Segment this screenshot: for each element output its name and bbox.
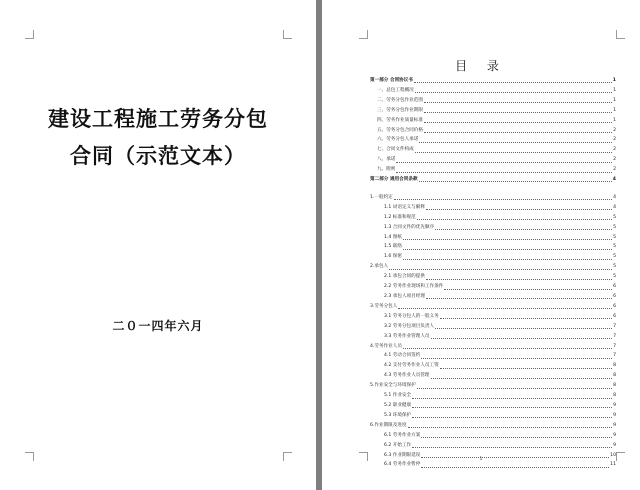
toc-entry-page: 4 xyxy=(612,177,616,183)
toc-entry-title: 3.2 劳务分包项目负责人 xyxy=(384,323,435,329)
toc-entry-page: 9 xyxy=(613,442,616,448)
toc-entry-title: 1.一般约定 xyxy=(370,194,393,200)
toc-entry-page: 1 xyxy=(613,97,616,103)
toc-entry-page: 6 xyxy=(613,284,616,290)
toc-entry-title: 4.3 劳务作业人员管理 xyxy=(384,373,430,379)
toc-entry-page: 5 xyxy=(613,274,616,280)
toc-leader-dots xyxy=(426,209,612,210)
toc-entry[interactable] xyxy=(370,431,616,441)
toc-leader-dots xyxy=(424,102,612,103)
crop-mark xyxy=(283,30,292,39)
toc-leader-dots xyxy=(426,279,612,280)
toc-entry-title: 1.6 保密 xyxy=(384,254,402,260)
toc-leader-dots xyxy=(435,229,612,230)
toc-leader-dots xyxy=(403,249,612,250)
toc-entry[interactable] xyxy=(370,213,616,223)
toc-entry[interactable] xyxy=(370,126,616,136)
toc-entry-title: 5.3 环境保护 xyxy=(384,412,412,418)
toc-entry[interactable] xyxy=(370,292,616,302)
toc-entry-title: 2.3 承包人项目经理 xyxy=(384,294,425,300)
toc-entry[interactable] xyxy=(370,302,616,312)
toc-part-entry[interactable] xyxy=(370,175,616,185)
toc-leader-dots xyxy=(419,142,612,143)
toc-entry-title: 2.承包人 xyxy=(370,264,389,270)
toc-entry-page: 8 xyxy=(613,393,616,399)
toc-leader-dots xyxy=(412,447,612,448)
toc-leader-dots xyxy=(403,348,612,349)
toc-entry[interactable] xyxy=(370,106,616,116)
toc-leader-dots xyxy=(403,239,612,240)
toc-entry-page: 9 xyxy=(613,422,616,428)
cover-date: 二０一四年六月 xyxy=(112,319,204,333)
toc-entry-title: 一、总包工程概况 xyxy=(377,87,414,93)
toc-entry[interactable] xyxy=(370,272,616,282)
toc-entry-title: 七、合同文件构成 xyxy=(377,147,414,153)
toc-entry-title: 6.4 劳务作业暂停 xyxy=(384,462,421,468)
crop-mark xyxy=(359,30,368,39)
toc-entry-title: 四、劳务作业质量标准 xyxy=(377,117,423,123)
toc-entry-title: 六、劳务分包人承诺 xyxy=(377,137,419,143)
toc-leader-dots xyxy=(408,427,613,428)
toc-entry[interactable] xyxy=(370,371,616,381)
toc-leader-dots xyxy=(424,112,612,113)
toc-entry[interactable] xyxy=(370,282,616,292)
toc-entry[interactable] xyxy=(370,401,616,411)
toc-entry[interactable] xyxy=(370,116,616,126)
toc-entry-title: 二、劳务分包作业范围 xyxy=(377,97,423,103)
toc-leader-dots xyxy=(398,308,612,309)
toc-spacer xyxy=(370,185,616,193)
toc-entry[interactable] xyxy=(370,203,616,213)
toc-leader-dots xyxy=(415,152,612,153)
toc-leader-dots xyxy=(440,368,612,369)
toc-leader-dots xyxy=(431,338,613,339)
toc-entry-page: 7 xyxy=(613,333,616,339)
toc-entry-page: 1 xyxy=(613,87,616,93)
page-number: 1 xyxy=(479,457,483,462)
toc-entry-page: 7 xyxy=(613,323,616,329)
toc-leader-dots xyxy=(440,318,612,319)
toc-entry[interactable] xyxy=(370,86,616,96)
toc-entry[interactable] xyxy=(370,421,616,431)
cover-title-line2: 合同（示范文本） xyxy=(70,143,246,168)
toc-leader-dots xyxy=(389,269,612,270)
toc-entry-title: 3.3 劳务作业管理人员 xyxy=(384,333,430,339)
toc-entry-page: 6 xyxy=(613,294,616,300)
toc-entry-page: 5 xyxy=(613,234,616,240)
toc-entry-page: 2 xyxy=(613,137,616,143)
toc-entry[interactable] xyxy=(370,155,616,165)
crop-mark xyxy=(283,452,292,461)
toc-entry-page: 9 xyxy=(613,402,616,408)
toc-entry-title: 1.2 标准和规范 xyxy=(384,214,416,220)
toc-entry[interactable] xyxy=(370,96,616,106)
toc-leader-dots xyxy=(435,328,612,329)
toc-entry-page: 5 xyxy=(613,244,616,250)
toc-leader-dots xyxy=(403,259,612,260)
toc-entry[interactable] xyxy=(370,322,616,332)
toc-entry-title: 4.劳务作业人员 xyxy=(370,343,402,349)
toc-entry[interactable] xyxy=(370,223,616,233)
crop-mark xyxy=(25,30,34,39)
toc-leader-dots xyxy=(421,467,609,468)
toc-entry[interactable] xyxy=(370,411,616,421)
toc-entry-page: 2 xyxy=(613,127,616,133)
toc-entry-page: 6 xyxy=(613,313,616,319)
toc-entry[interactable] xyxy=(370,193,616,203)
toc-leader-dots xyxy=(396,162,612,163)
toc-entry-title: 2.2 劳务作业现场和工作条件 xyxy=(384,284,444,290)
toc-entry-title: 1.3 合同文件的优先顺序 xyxy=(384,224,435,230)
crop-mark xyxy=(616,30,625,39)
toc-entry-page: 2 xyxy=(613,167,616,173)
toc-entry-title: 2.1 承包合同的提供 xyxy=(384,274,425,280)
toc-entry-title: 1.4 图纸 xyxy=(384,234,402,240)
toc-entry-page: 1 xyxy=(612,77,616,83)
toc-part-entry[interactable] xyxy=(370,76,616,86)
toc-entry-page: 5 xyxy=(613,214,616,220)
toc-entry[interactable] xyxy=(370,342,616,352)
toc-entry-title: 5.1 作业安全 xyxy=(384,393,412,399)
toc-entry-page: 10 xyxy=(610,452,616,458)
toc-entry[interactable] xyxy=(370,145,616,155)
toc-entry-title: 1.5 联络 xyxy=(384,244,402,250)
toc-entry-page: 1 xyxy=(613,107,616,113)
toc-entry[interactable] xyxy=(370,441,616,451)
toc-entry-title: 八、承诺 xyxy=(377,157,396,163)
toc-entry-title: 6.1 劳务作业方案 xyxy=(384,432,421,438)
toc-entry-page: 4 xyxy=(613,194,616,200)
toc-entry-title: 4.1 劳动合同签约 xyxy=(384,353,421,359)
toc-leader-dots xyxy=(394,199,612,200)
toc-page xyxy=(322,0,640,490)
toc-leader-dots xyxy=(396,172,612,173)
toc-entry-title: 3.劳务分包人 xyxy=(370,303,398,309)
toc-entry-title: 3.1 劳务分包人的一般义务 xyxy=(384,313,439,319)
toc-leader-dots xyxy=(417,219,612,220)
toc-leader-dots xyxy=(421,358,612,359)
toc-entry-page: 5 xyxy=(613,264,616,270)
toc-leader-dots xyxy=(412,398,612,399)
toc-entry-page: 4 xyxy=(613,204,616,210)
toc-entry-title: 五、劳务分包合同价格 xyxy=(377,127,423,133)
toc-entry-page: 11 xyxy=(610,462,616,468)
toc-entry-page: 7 xyxy=(613,343,616,349)
toc-entry[interactable] xyxy=(370,165,616,175)
toc-entry-title: 6.3 作业期限延误 xyxy=(384,452,421,458)
toc-entry-title: 6.2 开始工作 xyxy=(384,442,412,448)
toc-leader-dots xyxy=(415,92,612,93)
toc-entry[interactable] xyxy=(370,332,616,342)
toc-entry-page: 5 xyxy=(613,224,616,230)
toc-leader-dots xyxy=(426,298,612,299)
toc-list xyxy=(370,76,616,470)
toc-entry-page: 6 xyxy=(613,303,616,309)
toc-entry-page: 2 xyxy=(613,147,616,153)
toc-entry-page: 8 xyxy=(613,363,616,369)
toc-entry[interactable] xyxy=(370,135,616,145)
toc-entry[interactable] xyxy=(370,361,616,371)
toc-entry-title: 5.2 职业健康 xyxy=(384,402,412,408)
toc-leader-dots xyxy=(424,132,612,133)
cover-page xyxy=(0,0,316,490)
toc-leader-dots xyxy=(424,122,612,123)
toc-leader-dots xyxy=(412,407,612,408)
toc-entry[interactable] xyxy=(370,243,616,253)
toc-entry[interactable] xyxy=(370,262,616,272)
toc-entry-page: 8 xyxy=(613,383,616,389)
toc-leader-dots xyxy=(444,289,612,290)
toc-entry-page: 5 xyxy=(613,254,616,260)
toc-entry-page: 7 xyxy=(613,353,616,359)
toc-entry[interactable] xyxy=(370,252,616,262)
toc-entry-title: 1.1 词语定义与解释 xyxy=(384,204,425,210)
toc-entry-page: 2 xyxy=(613,157,616,163)
toc-entry-page: 9 xyxy=(613,432,616,438)
toc-leader-dots xyxy=(431,378,613,379)
toc-entry-title: 6.作业期限及进度 xyxy=(370,422,407,428)
toc-entry[interactable] xyxy=(370,312,616,322)
toc-entry-title: 第二部分 通用合同条款 xyxy=(370,177,418,183)
toc-entry[interactable] xyxy=(370,381,616,391)
crop-mark xyxy=(25,452,34,461)
toc-leader-dots xyxy=(414,82,612,83)
toc-entry-title: 5.作业安全与环境保护 xyxy=(370,383,416,389)
toc-entry-page: 1 xyxy=(613,117,616,123)
cover-title-line1: 建设工程施工劳务分包 xyxy=(48,106,268,131)
toc-entry-title: 第一部分 合同协议书 xyxy=(370,77,413,83)
toc-heading: 目 录 xyxy=(455,59,507,73)
toc-leader-dots xyxy=(419,181,612,182)
toc-entry-title: 4.2 支付劳务作业人员工资 xyxy=(384,363,439,369)
toc-entry-title: 九、附则 xyxy=(377,167,396,173)
toc-leader-dots xyxy=(417,388,612,389)
toc-entry-title: 三、劳务分包作业期限 xyxy=(377,107,423,113)
toc-entry[interactable] xyxy=(370,351,616,361)
toc-leader-dots xyxy=(412,417,612,418)
toc-entry[interactable] xyxy=(370,391,616,401)
toc-entry-page: 8 xyxy=(613,373,616,379)
toc-leader-dots xyxy=(421,437,612,438)
toc-entry[interactable] xyxy=(370,233,616,243)
toc-entry-page: 9 xyxy=(613,412,616,418)
